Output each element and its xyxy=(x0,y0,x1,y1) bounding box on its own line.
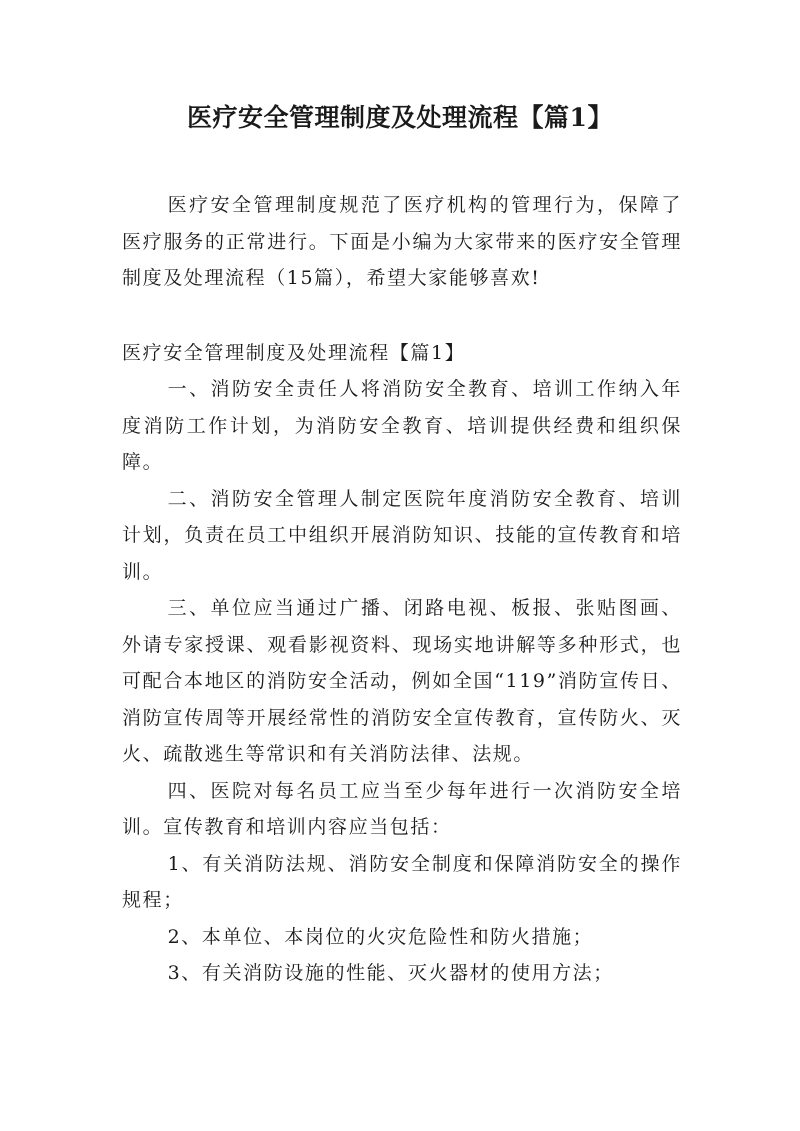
list-item-2: 2、本单位、本岗位的火灾危险性和防火措施； xyxy=(167,925,594,948)
list-item-1: 1、有关消防法规、消防安全制度和保障消防安全的操作规程； xyxy=(122,852,682,911)
section-heading: 医疗安全管理制度及处理流程【篇1】 xyxy=(122,341,466,364)
body-paragraph-4: 四、医院对每名员工应当至少每年进行一次消防安全培训。宣传教育和培训内容应当包括： xyxy=(122,779,682,838)
body-paragraph-1: 一、消防安全责任人将消防安全教育、培训工作纳入年度消防工作计划，为消防安全教育、培训提供经费和组织保障。 xyxy=(122,378,682,473)
document-body xyxy=(122,187,682,992)
document-title: 医疗安全管理制度及处理流程【篇1】 xyxy=(187,103,613,132)
body-paragraph-2: 二、消防安全管理人制定医院年度消防安全教育、培训计划，负责在员工中组织开展消防知识、技能的宣传教育和培训。 xyxy=(122,487,682,583)
list-item-3: 3、有关消防设施的性能、灭火器材的使用方法； xyxy=(167,962,614,984)
intro-paragraph: 医疗安全管理制度规范了医疗机构的管理行为，保障了医疗服务的正常进行。下面是小编为大家带来的医疗安全管理制度及处理流程（15篇），希望大家能够喜欢! xyxy=(122,194,682,289)
body-paragraph-3: 三、单位应当通过广播、闭路电视、板报、张贴图画、外请专家授课、观看影视资料、现场实地讲解等多种形式，也可配合本地区的消防安全活动，例如全国“119”消防宣传日、消防宣传周等开展经常性的消防安全宣传教育，宣传防火、灭火、疏散逃生等常识和有关消防法律、法规。 xyxy=(122,597,682,765)
